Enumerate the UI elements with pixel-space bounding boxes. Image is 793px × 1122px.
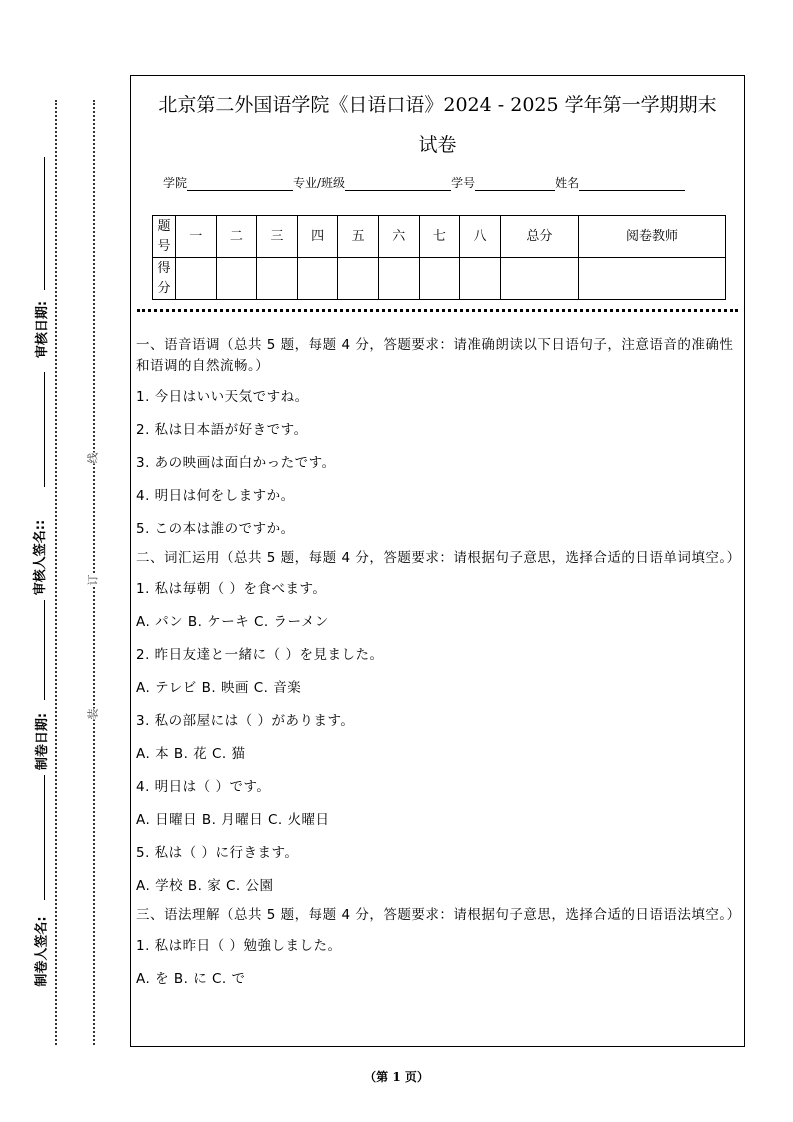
- exam-title: 北京第二外国语学院《日语口语》2024 - 2025 学年第一学期期末: [158, 94, 717, 116]
- margin-dotted-line-outer: [55, 100, 57, 1045]
- question-item: 1. 私は毎朝（ ）を食べます。: [136, 581, 327, 597]
- field-major-blank[interactable]: [345, 178, 451, 191]
- student-info: [163, 174, 685, 191]
- review-date-label: 审核日期:: [35, 300, 51, 359]
- field-id-blank[interactable]: [475, 178, 555, 191]
- score-cell[interactable]: [500, 258, 578, 300]
- col-grader: 阅卷教师: [579, 216, 726, 258]
- cut-line: [137, 309, 738, 312]
- reviewer-sign-label: 审核人签名::: [33, 519, 49, 596]
- question-item: 2. 私は日本語が好きです。: [136, 422, 308, 438]
- field-college-blank[interactable]: [187, 178, 293, 191]
- score-cell[interactable]: [257, 258, 298, 300]
- col-8: 八: [460, 216, 501, 258]
- col-3: 三: [257, 216, 298, 258]
- make-date-label: 制卷日期:: [35, 712, 51, 771]
- reviewer-sign-line-2: [44, 600, 45, 700]
- col-4: 四: [297, 216, 338, 258]
- seal-mark-bind: 订: [86, 574, 100, 586]
- score-cell[interactable]: [176, 258, 217, 300]
- field-name-label: 姓名: [555, 176, 580, 190]
- score-cell[interactable]: [216, 258, 257, 300]
- reviewer-sign-line: [44, 372, 45, 487]
- col-5: 五: [338, 216, 379, 258]
- score-table-score-row: [153, 258, 726, 300]
- col-6: 六: [378, 216, 419, 258]
- score-cell[interactable]: [297, 258, 338, 300]
- question-item: 2. 昨日友達と一緒に（ ）を見ました。: [136, 647, 384, 663]
- row-label-question: 题号: [153, 216, 176, 258]
- question-item: 5. 私は（ ）に行きます。: [136, 845, 299, 861]
- field-id-label: 学号: [451, 176, 476, 190]
- make-date-line: [44, 775, 45, 900]
- section-heading: 三、语法理解（总共 5 题，每题 4 分，答题要求：请根据句子意思，选择合适的日语语法填空。）: [136, 907, 741, 923]
- question-item: 1. 今日はいい天気ですね。: [136, 389, 309, 405]
- section-heading: 一、语音语调（总共 5 题，每题 4 分，答题要求：请准确朗读以下日语句子，注意语音的准确性和语调的自然流畅。）: [136, 337, 734, 374]
- score-cell[interactable]: [419, 258, 460, 300]
- score-cell[interactable]: [378, 258, 419, 300]
- exam-body: [136, 333, 740, 996]
- field-college-label: 学院: [163, 176, 188, 190]
- section-heading: 二、词汇运用（总共 5 题，每题 4 分，答题要求：请根据句子意思，选择合适的日语单词填空。）: [136, 550, 741, 566]
- field-name-blank[interactable]: [579, 178, 685, 191]
- score-table-header-row: [153, 216, 726, 258]
- score-cell[interactable]: [460, 258, 501, 300]
- row-label-score: 得分: [153, 258, 176, 300]
- margin-dotted-line-inner: [93, 100, 95, 1045]
- score-cell[interactable]: [338, 258, 379, 300]
- question-item: 1. 私は昨日（ ）勉強しました。: [136, 938, 342, 954]
- score-cell[interactable]: [579, 258, 726, 300]
- answer-options: A. 学校 B. 家 C. 公園: [136, 878, 274, 894]
- col-2: 二: [216, 216, 257, 258]
- question-item: 4. 明日は何をしますか。: [136, 488, 295, 504]
- col-7: 七: [419, 216, 460, 258]
- answer-options: A. パン B. ケーキ C. ラーメン: [136, 614, 329, 630]
- question-item: 4. 明日は（ ）です。: [136, 779, 271, 795]
- answer-options: A. 日曜日 B. 月曜日 C. 火曜日: [136, 812, 330, 828]
- question-item: 3. 私の部屋には（ ）があります。: [136, 713, 355, 729]
- maker-sign-label: 制卷人签名:: [34, 916, 50, 987]
- field-major-label: 专业/班级: [293, 176, 346, 190]
- page-number: （第 1 页）: [364, 1070, 429, 1084]
- seal-mark-line: 线: [86, 452, 100, 464]
- col-1: 一: [176, 216, 217, 258]
- col-total: 总分: [500, 216, 578, 258]
- question-item: 3. あの映画は面白かったです。: [136, 455, 336, 471]
- answer-options: A. 本 B. 花 C. 猫: [136, 746, 246, 762]
- exam-title-line2: 试卷: [418, 134, 457, 156]
- score-table: [152, 215, 726, 300]
- review-date-line: [44, 157, 45, 290]
- answer-options: A. テレビ B. 映画 C. 音楽: [136, 680, 302, 696]
- answer-options: A. を B. に C. で: [136, 971, 246, 987]
- question-item: 5. この本は誰のですか。: [136, 521, 295, 537]
- seal-mark-pack: 装: [86, 708, 100, 720]
- exam-frame: [130, 75, 745, 1047]
